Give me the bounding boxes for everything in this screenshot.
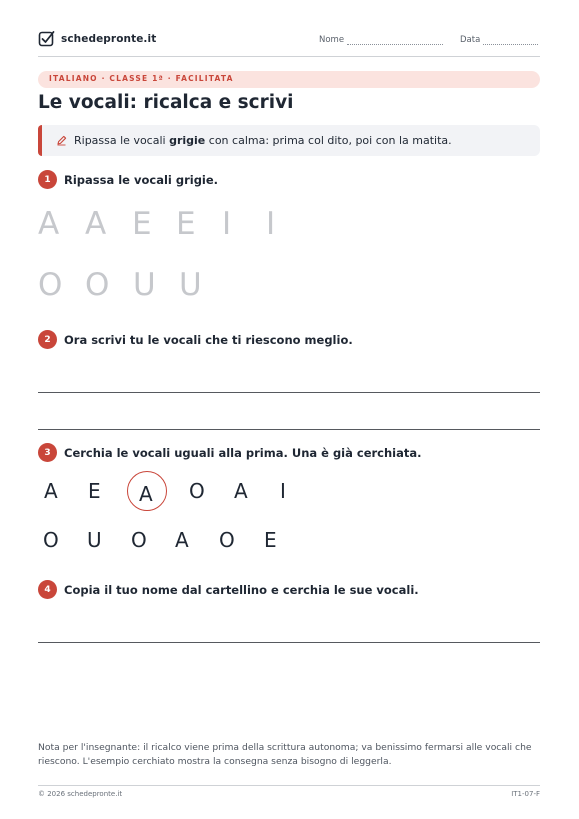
circle-letter[interactable]: A [175,528,189,552]
brand [38,30,156,47]
subject-tag [38,71,540,88]
circle-letter[interactable]: O [131,528,147,552]
subject-tag-text: ITALIANO · CLASSE 1ª · FACILITATA [49,74,234,83]
date-dotted-line [483,36,538,45]
teacher-note: Nota per l'insegnante: il ricalco viene prima della scrittura autonoma; va benissimo fermarsi alle vocali che riescono. L'esempio cerchiato mostra la consegna senza bisogno di leggerla. [38,742,532,767]
step-text: Cerchia le vocali uguali alla prima. Una è già cerchiata. [64,445,422,460]
instruction-box [38,125,540,156]
step-text: Ripassa le vocali grigie. [64,172,219,187]
name-field[interactable] [319,35,443,45]
trace-letter[interactable]: A [85,206,107,242]
step-2 [38,330,353,349]
footer-code: IT1-07-F [511,790,540,798]
instruction-text-bold: grigie [169,134,206,147]
page-title: Le vocali: ricalca e scrivi [38,92,294,113]
circle-letter-circled[interactable]: A [139,482,153,506]
step-1 [38,170,218,189]
circle-letter[interactable]: E [264,528,277,552]
checkbox-logo-icon [38,30,55,47]
name-dotted-line [347,36,443,45]
step-number-badge: 2 [38,330,57,349]
writing-line[interactable] [38,429,540,430]
trace-letter[interactable]: E [132,206,152,242]
circle-letter[interactable]: I [280,479,286,503]
writing-line[interactable] [38,392,540,393]
instruction-text-part: con calma: prima col dito, poi con la matita. [205,134,452,147]
trace-letter[interactable]: I [222,206,232,242]
step-text: Copia il tuo nome dal cartellino e cerchia le sue vocali. [64,582,419,597]
trace-letter[interactable]: U [133,267,156,303]
date-label: Data [460,35,481,45]
date-field[interactable] [460,35,538,45]
brand-name: schedepronte.it [61,32,157,45]
circle-letter[interactable]: A [44,479,58,503]
circle-letter[interactable]: A [234,479,248,503]
step-number-badge: 1 [38,170,57,189]
trace-letter[interactable]: I [266,206,276,242]
step-number-badge: 4 [38,580,57,599]
trace-letter[interactable]: A [38,206,60,242]
circle-letter[interactable]: O [189,479,205,503]
footer-copyright: © 2026 schedepronte.it [38,790,123,798]
circle-letter[interactable]: O [219,528,235,552]
trace-letter[interactable]: O [38,267,63,303]
pencil-icon [56,135,67,146]
instruction-text-part: Ripassa le vocali [74,134,170,147]
writing-line[interactable] [38,642,540,643]
trace-letter[interactable]: U [179,267,202,303]
step-text: Ora scrivi tu le vocali che ti riescono meglio. [64,332,353,347]
step-4 [38,580,419,599]
circle-letter[interactable]: U [87,528,102,552]
header-divider [38,56,540,57]
circle-letter[interactable]: O [43,528,59,552]
trace-letter[interactable]: E [176,206,196,242]
instruction-accent-bar [38,125,42,156]
name-label: Nome [319,35,345,45]
step-number-badge: 3 [38,443,57,462]
instruction-text [74,134,452,147]
circle-letter[interactable]: E [88,479,101,503]
step-3 [38,443,422,462]
trace-letter[interactable]: O [85,267,110,303]
footer-divider [38,785,540,786]
